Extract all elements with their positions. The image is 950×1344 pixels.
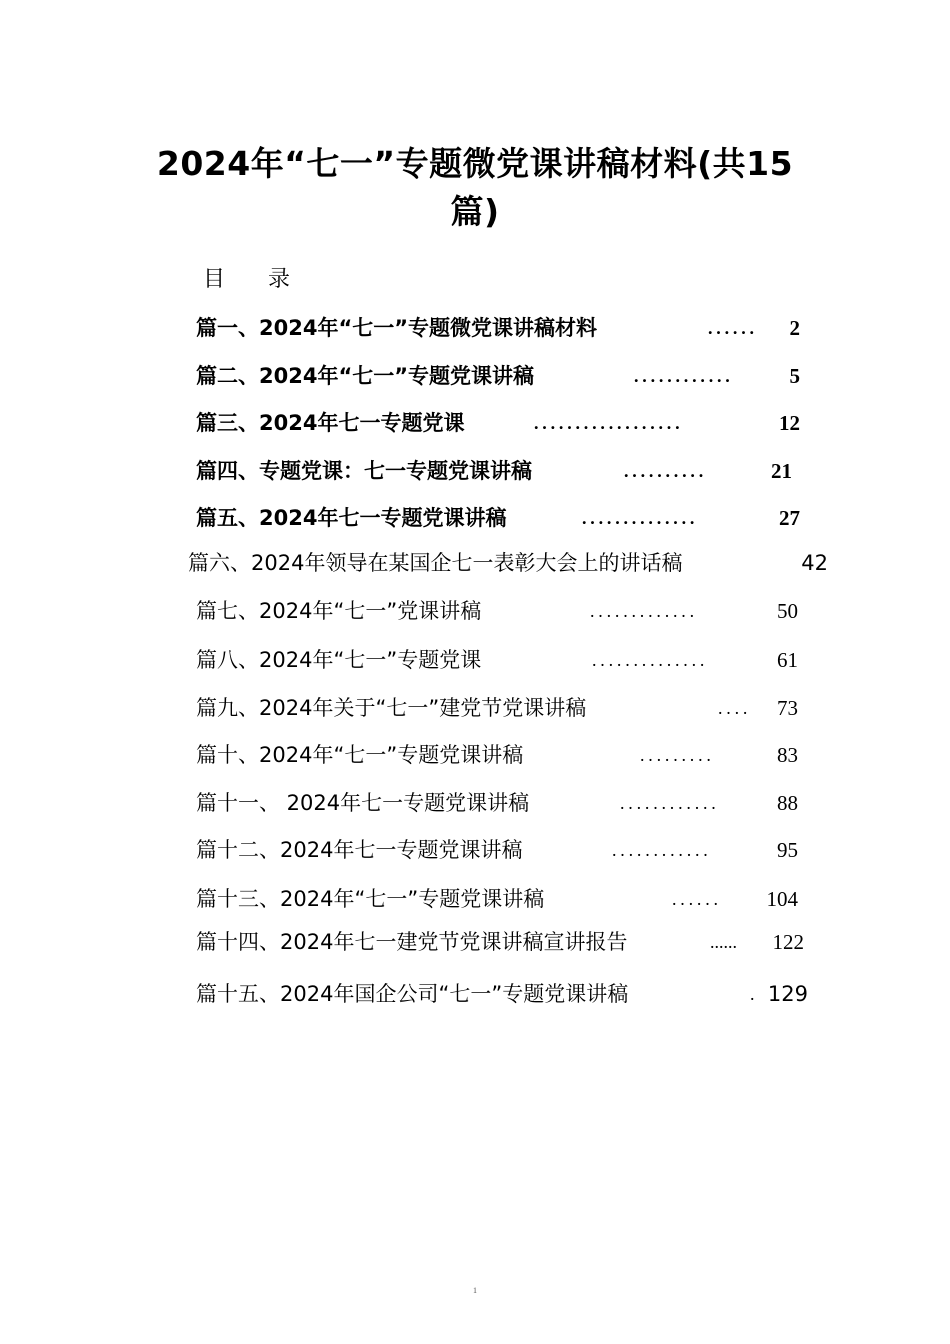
toc-entry-label: 篇三、2024年七一专题党课 [196,411,465,435]
toc-entry[interactable] [196,979,808,1009]
toc-entry-leader: ............ [612,840,712,860]
toc-entry-leader: ............ [620,793,720,813]
toc-entry-leader: .................. [534,413,684,433]
toc-entry[interactable] [196,596,800,626]
toc-entry-label: 篇十三、2024年“七一”专题党课讲稿 [196,887,545,911]
toc-entry-leader: ............ [634,366,734,386]
toc-entry[interactable] [196,693,800,723]
toc-entry[interactable] [196,408,800,438]
toc-entry-label: 篇十一、 2024年七一专题党课讲稿 [196,791,530,815]
toc-entry-leader: .............. [592,650,709,670]
toc-entry-leader: .............. [582,508,699,528]
toc-entry[interactable] [188,548,828,578]
toc-entry-label: 篇九、2024年关于“七一”建党节党课讲稿 [196,696,587,720]
toc-entry-page: 50 [777,599,798,623]
toc-entry-page: 42 [801,551,828,575]
page-number: 1 [473,1286,477,1295]
toc-entry-page: 104 [766,887,798,911]
toc-entry-page: 88 [777,791,798,815]
toc-entry-leader: ...... [710,932,737,952]
toc-entry-page: 122 [772,930,804,954]
toc-entry-leader: .... [718,698,752,718]
toc-entry-label: 篇十五、2024年国企公司“七一”专题党课讲稿 [196,982,629,1006]
title-line-2: 篇) [450,192,500,231]
toc-entry-label: 篇十四、2024年七一建党节党课讲稿宣讲报告 [196,930,628,954]
toc-entry-page: 12 [779,411,800,435]
toc-entry-leader: . [750,984,755,1004]
title-line-1: 2024年“七一”专题微党课讲稿材料(共15 [156,144,794,183]
toc-entry-page: 129 [767,982,808,1006]
document-title [100,140,850,236]
toc-entry-label: 篇八、2024年“七一”专题党课 [196,648,482,672]
toc-entry[interactable] [196,740,800,770]
toc-entry-leader: ......... [640,745,715,765]
toc-entry-leader: ...... [672,889,722,909]
toc-entry[interactable] [196,361,800,391]
toc-entry-label: 篇二、2024年“七一”专题党课讲稿 [196,364,535,388]
toc-entry-leader: .......... [624,461,707,481]
toc-entry-page: 83 [777,743,798,767]
toc-entry-page: 95 [777,838,798,862]
toc-entry-page: 73 [777,696,798,720]
toc-entry-label: 篇四、专题党课：七一专题党课讲稿 [196,459,532,483]
toc-entry-label: 篇六、2024年领导在某国企七一表彰大会上的讲话稿 [188,551,683,575]
toc-entry-page: 5 [789,364,800,388]
toc-entry[interactable] [196,884,800,914]
toc-entry[interactable] [196,503,800,533]
toc-entry-page: 61 [777,648,798,672]
toc-entry-page: 27 [779,506,800,530]
toc-entry[interactable] [196,313,800,343]
toc-entry-label: 篇七、2024年“七一”党课讲稿 [196,599,482,623]
toc-entry-leader: ...... [708,318,758,338]
toc-entry-label: 篇一、2024年“七一”专题微党课讲稿材料 [196,316,598,340]
toc-entry[interactable] [196,788,800,818]
toc-entry[interactable] [196,835,800,865]
toc-entry-label: 篇十二、2024年七一专题党课讲稿 [196,838,523,862]
toc-entry[interactable] [196,456,792,486]
toc-entry-page: 21 [771,459,792,483]
toc-entry[interactable] [196,927,804,957]
toc-entry-label: 篇十、2024年“七一”专题党课讲稿 [196,743,524,767]
toc-entry-label: 篇五、2024年七一专题党课讲稿 [196,506,507,530]
toc-entry[interactable] [196,645,800,675]
toc-entry-leader: ............. [590,601,698,621]
toc-heading: 目 录 [203,267,308,292]
toc-entry-page: 2 [789,316,800,340]
